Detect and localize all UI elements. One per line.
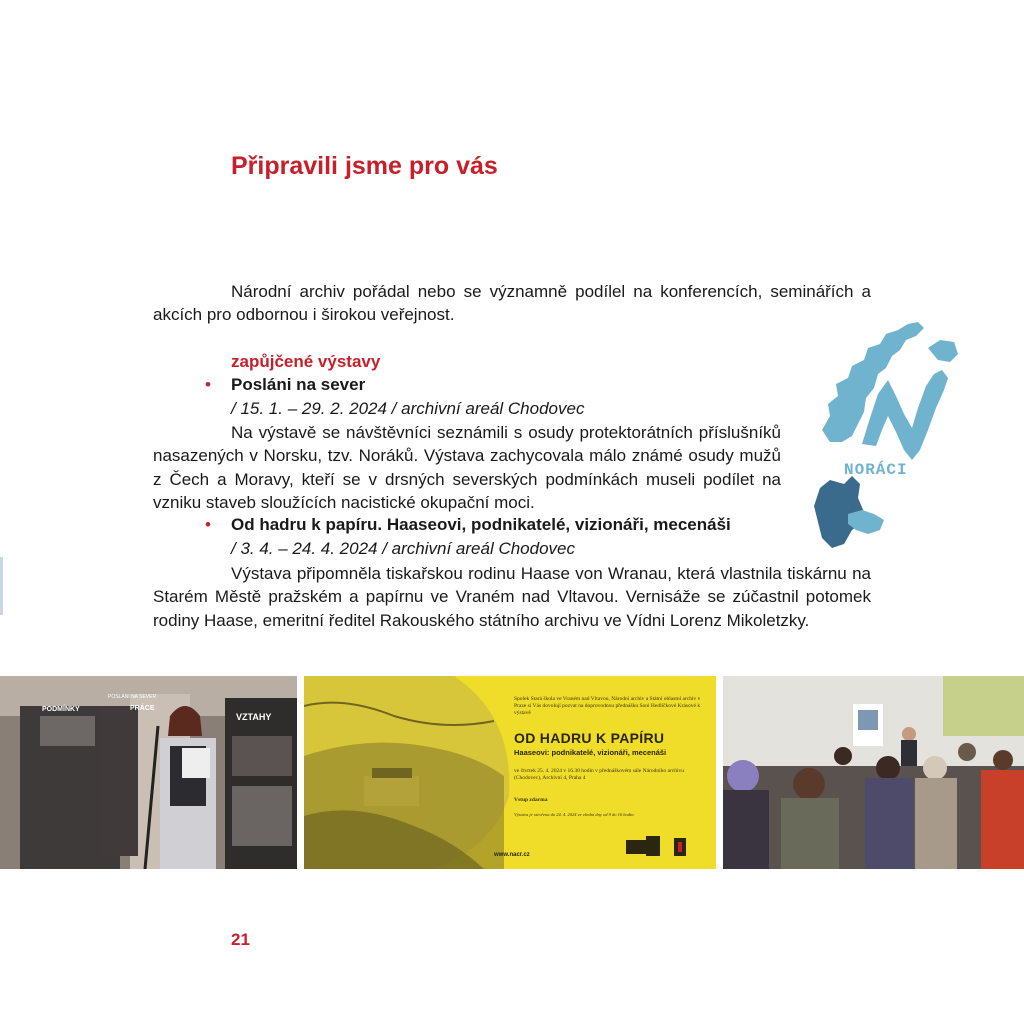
photo-lecture-scene [723, 676, 1024, 869]
photo-lecture-audience [723, 676, 1024, 869]
bullet-icon: • [205, 375, 211, 394]
map-accent-shape [928, 340, 958, 362]
page-title: Připravili jsme pro vás [231, 152, 498, 180]
panel-label: PRÁCE [130, 705, 155, 712]
invitation-title: OD HADRU K PAPÍRU [514, 730, 665, 746]
czech-map-shape [848, 510, 884, 534]
section-label: zapůjčené výstavy [231, 352, 381, 371]
intro-text: Národní archiv pořádal nebo se významně podílel na konferencích, seminářích a akcích pro odbornou i širokou veřejnost. [153, 282, 871, 325]
intro-paragraph [153, 280, 871, 327]
exhibition-description [153, 562, 871, 632]
panel-label: PODMÍNKY [42, 706, 80, 713]
exhibition-title: Posláni na sever [231, 375, 366, 394]
bullet-icon: • [205, 515, 211, 534]
invitation-date-place: ve čtvrtek 25. 4. 2024 v 16.30 hodin v přednáškovém sále Národního archivu (Chodovec), Archivní 4, Praha 4 [514, 768, 685, 781]
invitation-poster [304, 676, 716, 869]
invitation-intro: Spolek Stará škola ve Vraném nad Vltavou, Národní archiv a Státní oblastní archiv v Praze si Vás dovolují pozvat na doprovodnou přednášku Soni Hedlíčkové Krásové k výstavě [514, 696, 701, 716]
photo-exhibition-scene [0, 676, 297, 869]
edge-decoration [0, 557, 3, 615]
noraci-map-logo [808, 318, 968, 554]
invitation-free-entry: Vstup zdarma [514, 797, 548, 803]
photo-exhibition-opening [0, 676, 297, 869]
exhibition-title: Od hadru k papíru. Haaseovi, podnikatelé, vizionáři, mecenáši [231, 515, 731, 534]
logo-icon [626, 840, 648, 854]
exhibition-description-text: Na výstavě se návštěvníci seznámili s osudy protektorátních příslušníků nasazených v Norsku, tzv. Noráků. Výstava zachycovala málo známé osudy mužů z Čech a Moravy, kteří se v drsných severských podmínkách museli podílet na vzniku staveb sloužících nacistické okupační moci. [153, 423, 781, 512]
invitation-subtitle: Haaseovi: podnikatelé, vizionáři, mecenáši [514, 748, 667, 757]
invitation-website: www.nacr.cz [494, 852, 530, 858]
exhibition-description-text: Výstava připomněla tiskařskou rodinu Haase von Wranau, která vlastnila tiskárnu na Starém Městě pražském a papírnu ve Vraném nad Vltavou. Vernisáže se zúčastnil potomek rodiny Haase, emeritní ředitel Rakouského státního archivu ve Vídni Lorenz Mikoletzky. [153, 564, 871, 630]
archive-logo-icon [646, 836, 660, 856]
page-number: 21 [231, 930, 250, 949]
noraci-label: NORÁCI [844, 461, 908, 479]
invitation-note: Výstava je otevřena do 24. 4. 2024 ve všední dny od 9 do 16 hodin. [514, 812, 635, 817]
exhibition-description [153, 421, 781, 514]
exhibition-date: / 3. 4. – 24. 4. 2024 / archivní areál Chodovec [231, 539, 575, 558]
panel-label: POSLÁNI NA SEVER [108, 694, 157, 700]
exhibition-date: / 15. 1. – 29. 2. 2024 / archivní areál Chodovec [231, 399, 585, 418]
panel-label: VZTAHY [236, 712, 272, 722]
